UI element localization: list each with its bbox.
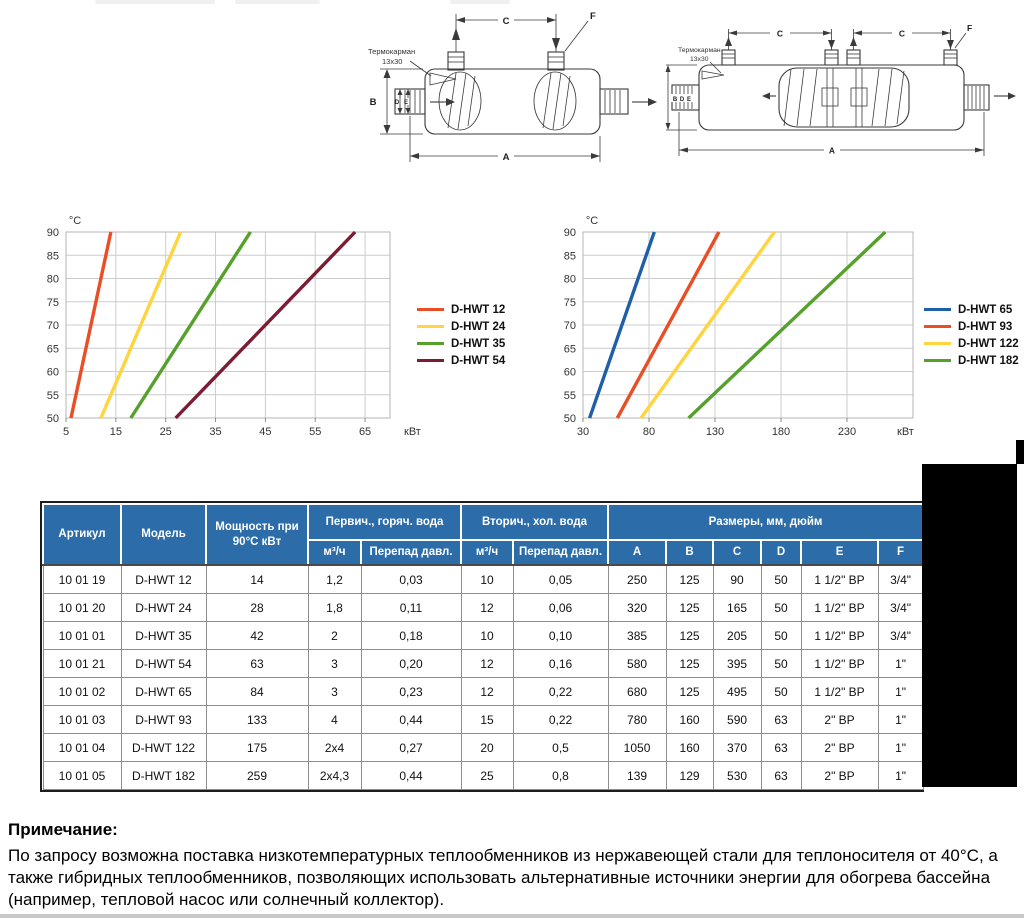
table-cell: 10 01 01 bbox=[43, 622, 121, 650]
table-cell: D-HWT 35 bbox=[121, 622, 206, 650]
table-cell: 63 bbox=[206, 650, 308, 678]
flow-arrow-down bbox=[552, 38, 560, 50]
y-tick-label: 60 bbox=[563, 366, 576, 379]
y-tick-label: 50 bbox=[563, 413, 576, 425]
table-cell: 160 bbox=[666, 734, 713, 762]
y-tick-label: 90 bbox=[46, 227, 59, 239]
table-cell: D-HWT 93 bbox=[121, 706, 206, 734]
legend-label: D-HWT 122 bbox=[958, 337, 1019, 350]
table-cell: 50 bbox=[761, 565, 801, 594]
legend-item bbox=[924, 320, 1019, 333]
y-axis-unit-label: °C bbox=[585, 215, 599, 227]
table-cell: 28 bbox=[206, 594, 308, 622]
table-cell: 0,05 bbox=[513, 565, 608, 594]
table-cell: 0,44 bbox=[361, 762, 461, 790]
table-cell: 10 01 21 bbox=[43, 650, 121, 678]
y-tick-label: 50 bbox=[46, 413, 59, 425]
table-cell: 63 bbox=[761, 706, 801, 734]
column-header: Перепад давл. bbox=[361, 540, 461, 565]
legend-label: D-HWT 54 bbox=[451, 354, 506, 367]
table-cell: 42 bbox=[206, 622, 308, 650]
table-cell: D-HWT 54 bbox=[121, 650, 206, 678]
table-cell: 10 bbox=[461, 565, 513, 594]
page-edge-strip bbox=[0, 914, 1024, 918]
legend-swatch bbox=[924, 359, 951, 362]
table-cell: D-HWT 24 bbox=[121, 594, 206, 622]
chart-legend bbox=[924, 303, 1019, 367]
table-cell: 259 bbox=[206, 762, 308, 790]
column-header: Артикул bbox=[43, 504, 121, 565]
cropped-text-artifact bbox=[235, 0, 320, 4]
y-tick-label: 65 bbox=[46, 343, 59, 356]
dim-f-label: F bbox=[590, 11, 596, 22]
table-cell: 3 bbox=[308, 650, 361, 678]
table-cell: 20 bbox=[461, 734, 513, 762]
table-cell: 1 1/2" ВР bbox=[801, 678, 878, 706]
table-cell: 0,18 bbox=[361, 622, 461, 650]
column-group-header: Размеры, мм, дюйм bbox=[608, 504, 923, 540]
table-cell: 133 bbox=[206, 706, 308, 734]
column-header: Модель bbox=[121, 504, 206, 565]
y-tick-label: 60 bbox=[46, 366, 59, 379]
table-cell: 10 01 04 bbox=[43, 734, 121, 762]
table-cell: 1,2 bbox=[308, 565, 361, 594]
table-cell: 50 bbox=[761, 678, 801, 706]
x-tick-label: 45 bbox=[259, 426, 272, 438]
table-cell: 2 bbox=[308, 622, 361, 650]
table-cell: D-HWT 65 bbox=[121, 678, 206, 706]
table-cell: 4 bbox=[308, 706, 361, 734]
y-tick-label: 75 bbox=[46, 296, 59, 309]
x-tick-label: 80 bbox=[642, 426, 656, 438]
table-cell: 0,23 bbox=[361, 678, 461, 706]
x-tick-label: 25 bbox=[159, 426, 172, 438]
table-cell: 1 1/2" ВР bbox=[801, 622, 878, 650]
table-cell: 1 1/2" ВР bbox=[801, 594, 878, 622]
legend-swatch bbox=[924, 308, 951, 311]
y-tick-label: 65 bbox=[563, 343, 576, 356]
x-tick-label: 55 bbox=[309, 426, 322, 438]
table-cell: 63 bbox=[761, 734, 801, 762]
y-tick-label: 70 bbox=[46, 320, 59, 332]
column-header: м³/ч bbox=[461, 540, 513, 565]
table-cell: 0,16 bbox=[513, 650, 608, 678]
table-cell: 1 1/2" ВР bbox=[801, 650, 878, 678]
x-axis-unit-label: кВт bbox=[404, 426, 421, 438]
y-tick-label: 55 bbox=[563, 389, 576, 402]
dim-c-label: C bbox=[502, 16, 510, 27]
table-cell: 1" bbox=[878, 678, 923, 706]
dim-d-label: D bbox=[394, 100, 400, 106]
legend-swatch bbox=[417, 342, 444, 345]
column-header: Перепад давл. bbox=[513, 540, 608, 565]
spec-table-frame bbox=[40, 501, 924, 792]
table-cell: 3/4" bbox=[878, 594, 923, 622]
y-tick-label: 70 bbox=[563, 320, 576, 332]
table-cell: 0,10 bbox=[513, 622, 608, 650]
x-tick-label: 180 bbox=[771, 426, 791, 438]
table-cell: 2" ВР bbox=[801, 762, 878, 790]
table-cell: 3/4" bbox=[878, 565, 923, 594]
flow-arrow-up bbox=[725, 37, 732, 46]
table-cell: 2x4 bbox=[308, 734, 361, 762]
x-axis-unit-label: кВт bbox=[897, 426, 914, 438]
table-cell: 10 01 19 bbox=[43, 565, 121, 594]
flow-arrow bbox=[762, 93, 770, 100]
table-cell: 10 01 20 bbox=[43, 594, 121, 622]
table-cell: 1" bbox=[878, 706, 923, 734]
legend-item bbox=[924, 354, 1019, 367]
table-cell: 10 01 02 bbox=[43, 678, 121, 706]
column-header: B bbox=[666, 540, 713, 565]
table-cell: 495 bbox=[713, 678, 761, 706]
legend-label: D-HWT 12 bbox=[451, 303, 506, 316]
note-section bbox=[8, 820, 1018, 911]
table-cell: 395 bbox=[713, 650, 761, 678]
table-cell: 1 1/2" ВР bbox=[801, 565, 878, 594]
column-header: A bbox=[608, 540, 666, 565]
table-cell: 125 bbox=[666, 565, 713, 594]
table-row bbox=[43, 650, 923, 678]
table-cell: 590 bbox=[713, 706, 761, 734]
x-tick-label: 65 bbox=[358, 426, 372, 438]
dim-e-label: E bbox=[403, 100, 409, 106]
legend-item bbox=[924, 337, 1019, 350]
table-cell: 250 bbox=[608, 565, 666, 594]
legend-swatch bbox=[417, 359, 444, 362]
x-tick-label: 130 bbox=[705, 426, 725, 438]
chart-legend bbox=[417, 303, 505, 367]
spec-table bbox=[42, 503, 924, 790]
table-cell: 205 bbox=[713, 622, 761, 650]
dim-a-label: A bbox=[502, 152, 510, 163]
note-title: Примечание: bbox=[8, 820, 118, 839]
y-tick-label: 75 bbox=[563, 296, 576, 309]
table-cell: 0,44 bbox=[361, 706, 461, 734]
table-cell: 12 bbox=[461, 650, 513, 678]
table-cell: 175 bbox=[206, 734, 308, 762]
table-cell: 50 bbox=[761, 622, 801, 650]
table-cell: D-HWT 12 bbox=[121, 565, 206, 594]
y-tick-label: 80 bbox=[46, 273, 59, 286]
table-cell: 12 bbox=[461, 678, 513, 706]
table-row bbox=[43, 762, 923, 790]
thermowell-size-label: 13х30 bbox=[690, 56, 709, 63]
table-row bbox=[43, 734, 923, 762]
column-header: D bbox=[761, 540, 801, 565]
dim-b-label: B bbox=[672, 97, 678, 103]
table-cell: 3/4" bbox=[878, 622, 923, 650]
table-cell: 2" ВР bbox=[801, 706, 878, 734]
table-cell: 3 bbox=[308, 678, 361, 706]
legend-label: D-HWT 182 bbox=[958, 354, 1019, 367]
legend-item bbox=[417, 337, 505, 350]
table-cell: D-HWT 122 bbox=[121, 734, 206, 762]
table-cell: 90 bbox=[713, 565, 761, 594]
table-cell: 1" bbox=[878, 734, 923, 762]
legend-label: D-HWT 93 bbox=[958, 320, 1013, 333]
column-header: Мощность при 90°С кВт bbox=[206, 504, 308, 565]
table-cell: 370 bbox=[713, 734, 761, 762]
table-cell: 1,8 bbox=[308, 594, 361, 622]
x-tick-label: 35 bbox=[209, 426, 222, 438]
table-row bbox=[43, 706, 923, 734]
dim-b-label: B bbox=[369, 97, 377, 108]
legend-item bbox=[417, 354, 505, 367]
flow-arrow-up bbox=[452, 28, 460, 40]
table-cell: 0,5 bbox=[513, 734, 608, 762]
table-cell: 139 bbox=[608, 762, 666, 790]
legend-item bbox=[417, 320, 505, 333]
table-row bbox=[43, 622, 923, 650]
x-tick-label: 30 bbox=[576, 426, 590, 438]
technical-drawing-single-coil bbox=[360, 4, 660, 174]
column-header: F bbox=[878, 540, 923, 565]
dim-f-label: F bbox=[967, 23, 973, 33]
table-cell: 125 bbox=[666, 622, 713, 650]
table-cell: 125 bbox=[666, 650, 713, 678]
table-cell: 0,03 bbox=[361, 565, 461, 594]
table-cell: 10 bbox=[461, 622, 513, 650]
table-cell: 0,11 bbox=[361, 594, 461, 622]
table-cell: 385 bbox=[608, 622, 666, 650]
performance-chart-small-models bbox=[40, 210, 450, 450]
flow-arrow bbox=[1008, 93, 1016, 100]
y-tick-label: 85 bbox=[563, 250, 576, 263]
legend-label: D-HWT 35 bbox=[451, 337, 506, 350]
table-cell: 50 bbox=[761, 650, 801, 678]
legend-swatch bbox=[417, 325, 444, 328]
flow-arrow-up bbox=[850, 37, 857, 46]
table-group-header-row bbox=[43, 504, 923, 540]
table-cell: 320 bbox=[608, 594, 666, 622]
column-header: E bbox=[801, 540, 878, 565]
table-cell: 0,27 bbox=[361, 734, 461, 762]
y-axis-unit-label: °C bbox=[68, 215, 82, 227]
table-cell: 530 bbox=[713, 762, 761, 790]
table-row bbox=[43, 678, 923, 706]
table-cell: 50 bbox=[761, 594, 801, 622]
table-cell: 129 bbox=[666, 762, 713, 790]
dim-a-label: A bbox=[828, 145, 836, 156]
performance-chart-large-models bbox=[555, 210, 955, 450]
table-cell: D-HWT 182 bbox=[121, 762, 206, 790]
legend-swatch bbox=[924, 342, 951, 345]
table-cell: 0,8 bbox=[513, 762, 608, 790]
table-cell: 1" bbox=[878, 762, 923, 790]
dim-d-label: D bbox=[679, 97, 685, 103]
redaction-box bbox=[922, 464, 1017, 787]
table-cell: 680 bbox=[608, 678, 666, 706]
table-cell: 14 bbox=[206, 565, 308, 594]
legend-item bbox=[924, 303, 1019, 316]
table-cell: 160 bbox=[666, 706, 713, 734]
table-cell: 0,06 bbox=[513, 594, 608, 622]
table-cell: 25 bbox=[461, 762, 513, 790]
table-cell: 1" bbox=[878, 650, 923, 678]
table-cell: 10 01 05 bbox=[43, 762, 121, 790]
dim-c-label: C bbox=[898, 28, 906, 39]
table-cell: 165 bbox=[713, 594, 761, 622]
table-cell: 780 bbox=[608, 706, 666, 734]
column-header: м³/ч bbox=[308, 540, 361, 565]
x-tick-label: 5 bbox=[62, 426, 70, 438]
table-cell: 12 bbox=[461, 594, 513, 622]
y-tick-label: 90 bbox=[563, 227, 576, 239]
technical-drawing-double-coil bbox=[664, 20, 1024, 165]
table-cell: 2x4,3 bbox=[308, 762, 361, 790]
column-group-header: Первич., горяч. вода bbox=[308, 504, 461, 540]
dim-c-label: C bbox=[776, 28, 784, 39]
x-tick-label: 230 bbox=[837, 426, 857, 438]
y-tick-label: 80 bbox=[563, 273, 576, 286]
thermowell-size-label: 13х30 bbox=[382, 57, 403, 66]
y-tick-label: 55 bbox=[46, 389, 59, 402]
table-cell: 1050 bbox=[608, 734, 666, 762]
flow-arrow-down bbox=[947, 40, 954, 49]
table-cell: 10 01 03 bbox=[43, 706, 121, 734]
table-cell: 0,22 bbox=[513, 706, 608, 734]
column-header: C bbox=[713, 540, 761, 565]
table-cell: 580 bbox=[608, 650, 666, 678]
flow-arrow bbox=[648, 98, 657, 106]
thermowell-label: Термокарман bbox=[678, 47, 721, 54]
table-cell: 125 bbox=[666, 678, 713, 706]
table-cell: 0,22 bbox=[513, 678, 608, 706]
table-cell: 15 bbox=[461, 706, 513, 734]
flow-arrow-down bbox=[828, 40, 835, 49]
note-body: По запросу возможна поставка низкотемпературных теплообменников из нержавеющей стали для теплоносителя от 40°С, а также гибридных теплообменников, позволяющих использовать альтернативные источники энергии для обогрева бассейна (например, тепловой насос или солнечный коллектор). bbox=[8, 846, 998, 909]
table-cell: 2" ВР bbox=[801, 734, 878, 762]
table-row bbox=[43, 565, 923, 594]
table-cell: 125 bbox=[666, 594, 713, 622]
redaction-box bbox=[1016, 440, 1024, 464]
table-cell: 84 bbox=[206, 678, 308, 706]
x-tick-label: 15 bbox=[109, 426, 122, 438]
legend-swatch bbox=[417, 308, 444, 311]
legend-label: D-HWT 65 bbox=[958, 303, 1013, 316]
legend-label: D-HWT 24 bbox=[451, 320, 506, 333]
cropped-text-artifact bbox=[95, 0, 215, 4]
thermowell-label: Термокарман bbox=[368, 47, 416, 56]
legend-swatch bbox=[924, 325, 951, 328]
table-cell: 63 bbox=[761, 762, 801, 790]
table-cell: 0,20 bbox=[361, 650, 461, 678]
flow-arrow bbox=[446, 98, 455, 106]
dim-e-label: E bbox=[686, 97, 692, 103]
column-group-header: Вторич., хол. вода bbox=[461, 504, 608, 540]
legend-item bbox=[417, 303, 505, 316]
y-tick-label: 85 bbox=[46, 250, 59, 263]
table-row bbox=[43, 594, 923, 622]
